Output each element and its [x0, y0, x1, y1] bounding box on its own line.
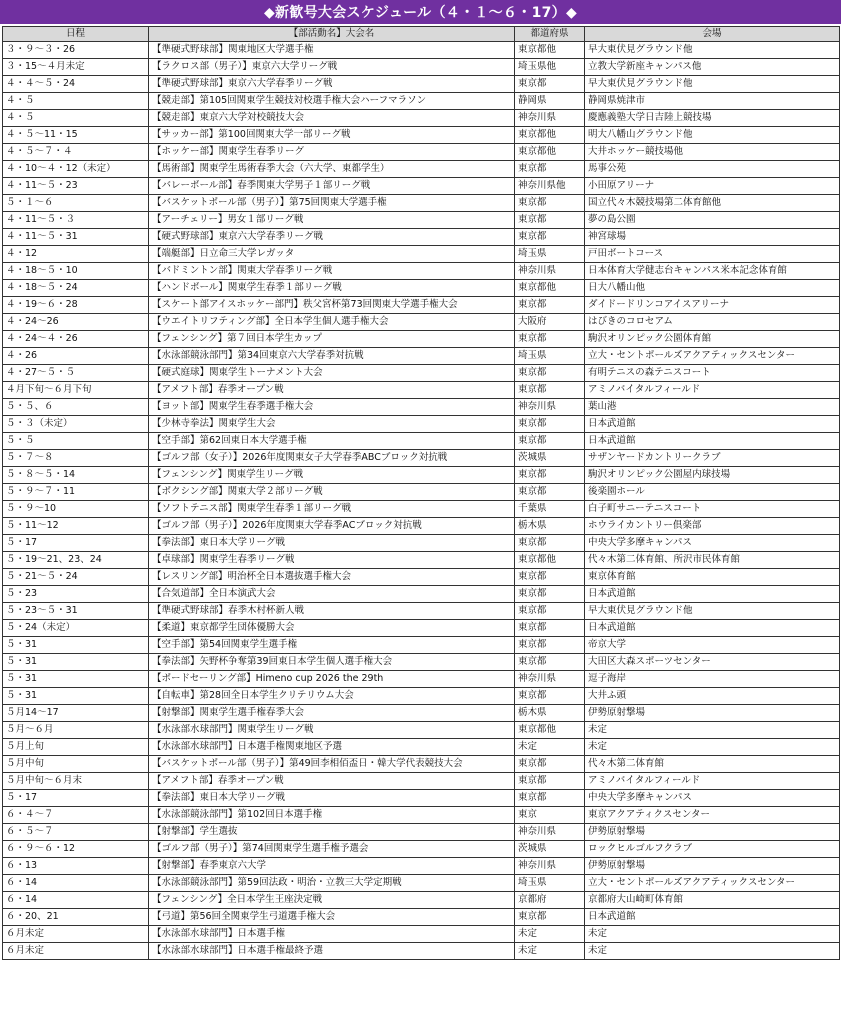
prefecture-cell: 東京都他 — [515, 144, 585, 161]
venue-cell: 日本武道館 — [585, 433, 840, 450]
event-cell: 【ラクロス部（男子）】東京六大学リーグ戦 — [149, 59, 515, 76]
table-row — [3, 824, 840, 841]
venue-cell: 日本武道館 — [585, 416, 840, 433]
date-cell: ４・18～５・24 — [3, 280, 149, 297]
prefecture-cell: 未定 — [515, 943, 585, 960]
date-cell: ５・31 — [3, 688, 149, 705]
event-cell: 【レスリング部】明治杯全日本選抜選手権大会 — [149, 569, 515, 586]
date-cell: ４・４～５・24 — [3, 76, 149, 93]
venue-cell: 伊勢原射撃場 — [585, 824, 840, 841]
venue-cell: 有明テニスの森テニスコート — [585, 365, 840, 382]
event-cell: 【水泳部競泳部門】第102回日本選手権 — [149, 807, 515, 824]
event-cell: 【スケート部アイスホッケー部門】秩父宮杯第73回関東大学選手権大会 — [149, 297, 515, 314]
event-cell: 【水泳部競泳部門】第34回東京六大学春季対抗戦 — [149, 348, 515, 365]
table-row — [3, 280, 840, 297]
date-cell: ６月未定 — [3, 943, 149, 960]
prefecture-cell: 東京都 — [515, 161, 585, 178]
venue-cell: 未定 — [585, 739, 840, 756]
table-row — [3, 569, 840, 586]
table-row — [3, 246, 840, 263]
event-cell: 【競走部】東京六大学対校競技大会 — [149, 110, 515, 127]
event-cell: 【硬式野球部】東京六大学春季リーグ戦 — [149, 229, 515, 246]
date-cell: ６・９～６・12 — [3, 841, 149, 858]
column-header-date: 日程 — [3, 27, 149, 42]
date-cell: ３・９～３・26 — [3, 42, 149, 59]
event-cell: 【ゴルフ部（女子）】2026年度関東女子大学春季ABCブロック対抗戦 — [149, 450, 515, 467]
table-row — [3, 59, 840, 76]
venue-cell: はびきのコロセアム — [585, 314, 840, 331]
date-cell: ５・９～７・11 — [3, 484, 149, 501]
table-row — [3, 297, 840, 314]
table-row — [3, 654, 840, 671]
event-cell: 【拳法部】東日本大学リーグ戦 — [149, 790, 515, 807]
event-cell: 【ホッケー部】関東学生春季リーグ — [149, 144, 515, 161]
prefecture-cell: 東京都 — [515, 195, 585, 212]
event-cell: 【合気道部】全日本演武大会 — [149, 586, 515, 603]
date-cell: ４・10～４・12（未定） — [3, 161, 149, 178]
date-cell: ５・31 — [3, 654, 149, 671]
schedule-table — [2, 26, 840, 960]
venue-cell: サザンヤードカントリークラブ — [585, 450, 840, 467]
prefecture-cell: 東京都 — [515, 790, 585, 807]
prefecture-cell: 神奈川県 — [515, 110, 585, 127]
table-row — [3, 331, 840, 348]
event-cell: 【サッカー部】第100回関東大学一部リーグ戦 — [149, 127, 515, 144]
date-cell: ４月下旬～６月下旬 — [3, 382, 149, 399]
venue-cell: 日大八幡山他 — [585, 280, 840, 297]
prefecture-cell: 東京都他 — [515, 42, 585, 59]
venue-cell: 夢の島公園 — [585, 212, 840, 229]
venue-cell: 帝京大学 — [585, 637, 840, 654]
prefecture-cell: 東京都 — [515, 688, 585, 705]
table-row — [3, 450, 840, 467]
table-row — [3, 535, 840, 552]
event-cell: 【射撃部】学生選抜 — [149, 824, 515, 841]
prefecture-cell: 東京都 — [515, 212, 585, 229]
date-cell: ４・24～26 — [3, 314, 149, 331]
table-row — [3, 110, 840, 127]
venue-cell: 中央大学多摩キャンパス — [585, 790, 840, 807]
prefecture-cell: 東京都 — [515, 637, 585, 654]
date-cell: ４・５ — [3, 110, 149, 127]
venue-cell: 立大・セントポールズアクアティックスセンター — [585, 875, 840, 892]
event-cell: 【弓道】第56回全関東学生弓道選手権大会 — [149, 909, 515, 926]
event-cell: 【拳法部】矢野杯争奪第39回東日本学生個人選手権大会 — [149, 654, 515, 671]
date-cell: ５・５ — [3, 433, 149, 450]
prefecture-cell: 東京都 — [515, 535, 585, 552]
date-cell: ５月14～17 — [3, 705, 149, 722]
venue-cell: 神宮球場 — [585, 229, 840, 246]
schedule-rows — [3, 42, 840, 960]
prefecture-cell: 大阪府 — [515, 314, 585, 331]
date-cell: ３・15～４月未定 — [3, 59, 149, 76]
table-row — [3, 603, 840, 620]
venue-cell: 早大東伏見グラウンド他 — [585, 42, 840, 59]
date-cell: ４・19～６・28 — [3, 297, 149, 314]
event-cell: 【ゴルフ部（男子）】2026年度関東大学春季ACブロック対抗戦 — [149, 518, 515, 535]
table-row — [3, 314, 840, 331]
prefecture-cell: 京都府 — [515, 892, 585, 909]
table-row — [3, 518, 840, 535]
prefecture-cell: 東京都 — [515, 76, 585, 93]
prefecture-cell: 東京都 — [515, 620, 585, 637]
table-row — [3, 790, 840, 807]
date-cell: ６・13 — [3, 858, 149, 875]
table-row — [3, 552, 840, 569]
venue-cell: 東京アクアティクスセンター — [585, 807, 840, 824]
date-cell: ５・31 — [3, 671, 149, 688]
table-row — [3, 858, 840, 875]
venue-cell: 中央大学多摩キャンパス — [585, 535, 840, 552]
date-cell: ４・27～５・５ — [3, 365, 149, 382]
prefecture-cell: 東京都 — [515, 331, 585, 348]
table-row — [3, 586, 840, 603]
venue-cell: 戸田ボートコース — [585, 246, 840, 263]
event-cell: 【水泳部水球部門】日本選手権関東地区予選 — [149, 739, 515, 756]
event-cell: 【馬術部】関東学生馬術春季大会（六大学、東都学生） — [149, 161, 515, 178]
prefecture-cell: 東京都 — [515, 229, 585, 246]
table-row — [3, 909, 840, 926]
table-row — [3, 705, 840, 722]
venue-cell: 立教大学新座キャンパス他 — [585, 59, 840, 76]
venue-cell: 駒沢オリンピック公園体育館 — [585, 331, 840, 348]
table-row — [3, 892, 840, 909]
date-cell: ５・23～５・31 — [3, 603, 149, 620]
date-cell: ４・５ — [3, 93, 149, 110]
venue-cell: 立大・セントポールズアクアティックスセンター — [585, 348, 840, 365]
table-row — [3, 161, 840, 178]
event-cell: 【空手部】第54回関東学生選手権 — [149, 637, 515, 654]
date-cell: ５・23 — [3, 586, 149, 603]
event-cell: 【拳法部】東日本大学リーグ戦 — [149, 535, 515, 552]
prefecture-cell: 東京都 — [515, 569, 585, 586]
prefecture-cell: 東京都 — [515, 433, 585, 450]
prefecture-cell: 東京都 — [515, 365, 585, 382]
prefecture-cell: 東京都 — [515, 909, 585, 926]
table-row — [3, 773, 840, 790]
venue-cell: 小田原アリーナ — [585, 178, 840, 195]
table-row — [3, 229, 840, 246]
prefecture-cell: 東京 — [515, 807, 585, 824]
date-cell: ５・19～21、23、24 — [3, 552, 149, 569]
date-cell: ５・17 — [3, 790, 149, 807]
venue-cell: 逗子海岸 — [585, 671, 840, 688]
prefecture-cell: 東京都 — [515, 416, 585, 433]
date-cell: ４・11～５・31 — [3, 229, 149, 246]
venue-cell: アミノバイタルフィールド — [585, 382, 840, 399]
date-cell: ４・５～11・15 — [3, 127, 149, 144]
venue-cell: 大井ふ頭 — [585, 688, 840, 705]
date-cell: ５・７～８ — [3, 450, 149, 467]
venue-cell: 代々木第二体育館、所沢市民体育館 — [585, 552, 840, 569]
event-cell: 【ボードセーリング部】Himeno cup 2026 the 29th — [149, 671, 515, 688]
event-cell: 【バレーボール部】春季関東大学男子１部リーグ戦 — [149, 178, 515, 195]
prefecture-cell: 茨城県 — [515, 841, 585, 858]
table-row — [3, 756, 840, 773]
event-cell: 【少林寺拳法】関東学生大会 — [149, 416, 515, 433]
venue-cell: 葉山港 — [585, 399, 840, 416]
venue-cell: 日本体育大学健志台キャンパス米本記念体育館 — [585, 263, 840, 280]
event-cell: 【水泳部競泳部門】第59回法政・明治・立教三大学定期戦 — [149, 875, 515, 892]
venue-cell: 日本武道館 — [585, 909, 840, 926]
date-cell: ６・14 — [3, 892, 149, 909]
prefecture-cell: 東京都 — [515, 382, 585, 399]
table-row — [3, 433, 840, 450]
table-row — [3, 671, 840, 688]
table-row — [3, 841, 840, 858]
table-row — [3, 144, 840, 161]
prefecture-cell: 埼玉県 — [515, 348, 585, 365]
prefecture-cell: 埼玉県 — [515, 875, 585, 892]
event-cell: 【水泳部水球部門】日本選手権 — [149, 926, 515, 943]
event-cell: 【硬式庭球】関東学生トーナメント大会 — [149, 365, 515, 382]
venue-cell: 白子町サニーテニスコート — [585, 501, 840, 518]
venue-cell: 日本武道館 — [585, 620, 840, 637]
prefecture-cell: 栃木県 — [515, 518, 585, 535]
table-row — [3, 212, 840, 229]
venue-cell: 未定 — [585, 943, 840, 960]
event-cell: 【フェンシング】全日本学生王座決定戦 — [149, 892, 515, 909]
venue-cell: 伊勢原射撃場 — [585, 858, 840, 875]
prefecture-cell: 東京都 — [515, 586, 585, 603]
date-cell: ５月上旬 — [3, 739, 149, 756]
date-cell: ５月～６月 — [3, 722, 149, 739]
table-row — [3, 365, 840, 382]
table-row — [3, 127, 840, 144]
venue-cell: 慶應義塾大学日吉陸上競技場 — [585, 110, 840, 127]
event-cell: 【アーチェリー】男女１部リーグ戦 — [149, 212, 515, 229]
date-cell: ５・31 — [3, 637, 149, 654]
table-row — [3, 739, 840, 756]
venue-cell: 京都府大山崎町体育館 — [585, 892, 840, 909]
date-cell: ６月未定 — [3, 926, 149, 943]
prefecture-cell: 神奈川県 — [515, 858, 585, 875]
date-cell: ６・14 — [3, 875, 149, 892]
prefecture-cell: 東京都他 — [515, 280, 585, 297]
venue-cell: 馬事公苑 — [585, 161, 840, 178]
date-cell: ４・11～５・３ — [3, 212, 149, 229]
event-cell: 【準硬式野球部】関東地区大学選手権 — [149, 42, 515, 59]
venue-cell: 駒沢オリンピック公園屋内球技場 — [585, 467, 840, 484]
table-row — [3, 348, 840, 365]
event-cell: 【射撃部】関東学生選手権春季大会 — [149, 705, 515, 722]
venue-cell: 未定 — [585, 926, 840, 943]
event-cell: 【柔道】東京都学生団体優勝大会 — [149, 620, 515, 637]
prefecture-cell: 東京都 — [515, 603, 585, 620]
event-cell: 【準硬式野球部】春季木村杯新人戦 — [149, 603, 515, 620]
event-cell: 【バスケットボール部（男子）】第49回李相佰盃日・韓大学代表競技大会 — [149, 756, 515, 773]
table-row — [3, 484, 840, 501]
date-cell: ５・21～５・24 — [3, 569, 149, 586]
venue-cell: 代々木第二体育館 — [585, 756, 840, 773]
date-cell: ５・24（未定） — [3, 620, 149, 637]
table-row — [3, 382, 840, 399]
date-cell: ５月中旬 — [3, 756, 149, 773]
prefecture-cell: 神奈川県 — [515, 824, 585, 841]
prefecture-cell: 茨城県 — [515, 450, 585, 467]
prefecture-cell: 未定 — [515, 926, 585, 943]
venue-cell: アミノバイタルフィールド — [585, 773, 840, 790]
venue-cell: ロックヒルゴルフクラブ — [585, 841, 840, 858]
date-cell: ５・11～12 — [3, 518, 149, 535]
table-row — [3, 76, 840, 93]
event-cell: 【ソフトテニス部】関東学生春季１部リーグ戦 — [149, 501, 515, 518]
event-cell: 【ボクシング部】関東大学２部リーグ戦 — [149, 484, 515, 501]
venue-cell: 早大東伏見グラウンド他 — [585, 603, 840, 620]
event-cell: 【競走部】第105回関東学生競技対校選手権大会ハーフマラソン — [149, 93, 515, 110]
table-row — [3, 501, 840, 518]
venue-cell: ホウライカントリー倶楽部 — [585, 518, 840, 535]
event-cell: 【ウエイトリフティング部】全日本学生個人選手権大会 — [149, 314, 515, 331]
prefecture-cell: 神奈川県 — [515, 671, 585, 688]
venue-cell: ダイドードリンコアイスアリーナ — [585, 297, 840, 314]
table-row — [3, 926, 840, 943]
event-cell: 【端艇部】日立命三大学レガッタ — [149, 246, 515, 263]
table-row — [3, 688, 840, 705]
date-cell: ５・17 — [3, 535, 149, 552]
prefecture-cell: 東京都他 — [515, 127, 585, 144]
venue-cell: 日本武道館 — [585, 586, 840, 603]
venue-cell: 国立代々木競技場第二体育館他 — [585, 195, 840, 212]
event-cell: 【ヨット部】関東学生春季選手権大会 — [149, 399, 515, 416]
date-cell: ４・12 — [3, 246, 149, 263]
header-row — [3, 27, 840, 42]
table-row — [3, 263, 840, 280]
event-cell: 【自転車】第28回全日本学生クリテリウム大会 — [149, 688, 515, 705]
column-header-prefecture: 都道府県 — [515, 27, 585, 42]
date-cell: ５・３（未定） — [3, 416, 149, 433]
table-row — [3, 620, 840, 637]
event-cell: 【ハンドボール】関東学生春季１部リーグ戦 — [149, 280, 515, 297]
event-cell: 【射撃部】春季東京六大学 — [149, 858, 515, 875]
venue-cell: 未定 — [585, 722, 840, 739]
prefecture-cell: 埼玉県 — [515, 246, 585, 263]
table-row — [3, 943, 840, 960]
prefecture-cell: 神奈川県 — [515, 399, 585, 416]
venue-cell: 後楽園ホール — [585, 484, 840, 501]
event-cell: 【フェンシング】第７回日本学生カップ — [149, 331, 515, 348]
date-cell: ４・24～４・26 — [3, 331, 149, 348]
event-cell: 【空手部】第62回東日本大学選手権 — [149, 433, 515, 450]
date-cell: ４・18～５・10 — [3, 263, 149, 280]
event-cell: 【バドミントン部】関東大学春季リーグ戦 — [149, 263, 515, 280]
prefecture-cell: 東京都 — [515, 773, 585, 790]
event-cell: 【卓球部】関東学生春季リーグ戦 — [149, 552, 515, 569]
venue-cell: 早大東伏見グラウンド他 — [585, 76, 840, 93]
table-row — [3, 93, 840, 110]
prefecture-cell: 神奈川県他 — [515, 178, 585, 195]
date-cell: ５・１～６ — [3, 195, 149, 212]
date-cell: ５・９～10 — [3, 501, 149, 518]
prefecture-cell: 神奈川県 — [515, 263, 585, 280]
date-cell: ５・５、６ — [3, 399, 149, 416]
event-cell: 【アメフト部】春季オープン戦 — [149, 382, 515, 399]
venue-cell: 伊勢原射撃場 — [585, 705, 840, 722]
date-cell: ６・４～７ — [3, 807, 149, 824]
prefecture-cell: 栃木県 — [515, 705, 585, 722]
event-cell: 【準硬式野球部】東京六大学春季リーグ戦 — [149, 76, 515, 93]
date-cell: ４・26 — [3, 348, 149, 365]
prefecture-cell: 東京都 — [515, 297, 585, 314]
venue-cell: 大田区大森スポーツセンター — [585, 654, 840, 671]
event-cell: 【ゴルフ部（男子）】第74回関東学生選手権予選会 — [149, 841, 515, 858]
venue-cell: 静岡県焼津市 — [585, 93, 840, 110]
prefecture-cell: 東京都 — [515, 654, 585, 671]
table-row — [3, 467, 840, 484]
venue-cell: 東京体育館 — [585, 569, 840, 586]
venue-cell: 大井ホッケー競技場他 — [585, 144, 840, 161]
date-cell: ６・20、21 — [3, 909, 149, 926]
table-row — [3, 399, 840, 416]
table-row — [3, 722, 840, 739]
table-row — [3, 42, 840, 59]
table-row — [3, 195, 840, 212]
column-header-event: 【部活動名】大会名 — [149, 27, 515, 42]
table-row — [3, 416, 840, 433]
prefecture-cell: 千葉県 — [515, 501, 585, 518]
date-cell: ４・５～７・４ — [3, 144, 149, 161]
event-cell: 【アメフト部】春季オープン戦 — [149, 773, 515, 790]
table-row — [3, 637, 840, 654]
prefecture-cell: 埼玉県他 — [515, 59, 585, 76]
table-row — [3, 178, 840, 195]
event-cell: 【水泳部水球部門】関東学生リーグ戦 — [149, 722, 515, 739]
date-cell: ４・11～５・23 — [3, 178, 149, 195]
prefecture-cell: 東京都他 — [515, 552, 585, 569]
prefecture-cell: 東京都他 — [515, 722, 585, 739]
prefecture-cell: 東京都 — [515, 756, 585, 773]
event-cell: 【バスケットボール部（男子）】第75回関東大学選手権 — [149, 195, 515, 212]
prefecture-cell: 静岡県 — [515, 93, 585, 110]
venue-cell: 明大八幡山グラウンド他 — [585, 127, 840, 144]
date-cell: ６・５～７ — [3, 824, 149, 841]
prefecture-cell: 東京都 — [515, 467, 585, 484]
event-cell: 【フェンシング】関東学生リーグ戦 — [149, 467, 515, 484]
page-title: ◆新歓号大会スケジュール（４・１～６・17）◆ — [0, 0, 841, 24]
table-row — [3, 875, 840, 892]
table-row — [3, 807, 840, 824]
prefecture-cell: 東京都 — [515, 484, 585, 501]
column-header-venue: 会場 — [585, 27, 840, 42]
event-cell: 【水泳部水球部門】日本選手権最終予選 — [149, 943, 515, 960]
prefecture-cell: 未定 — [515, 739, 585, 756]
date-cell: ５月中旬～６月末 — [3, 773, 149, 790]
date-cell: ５・８～５・14 — [3, 467, 149, 484]
